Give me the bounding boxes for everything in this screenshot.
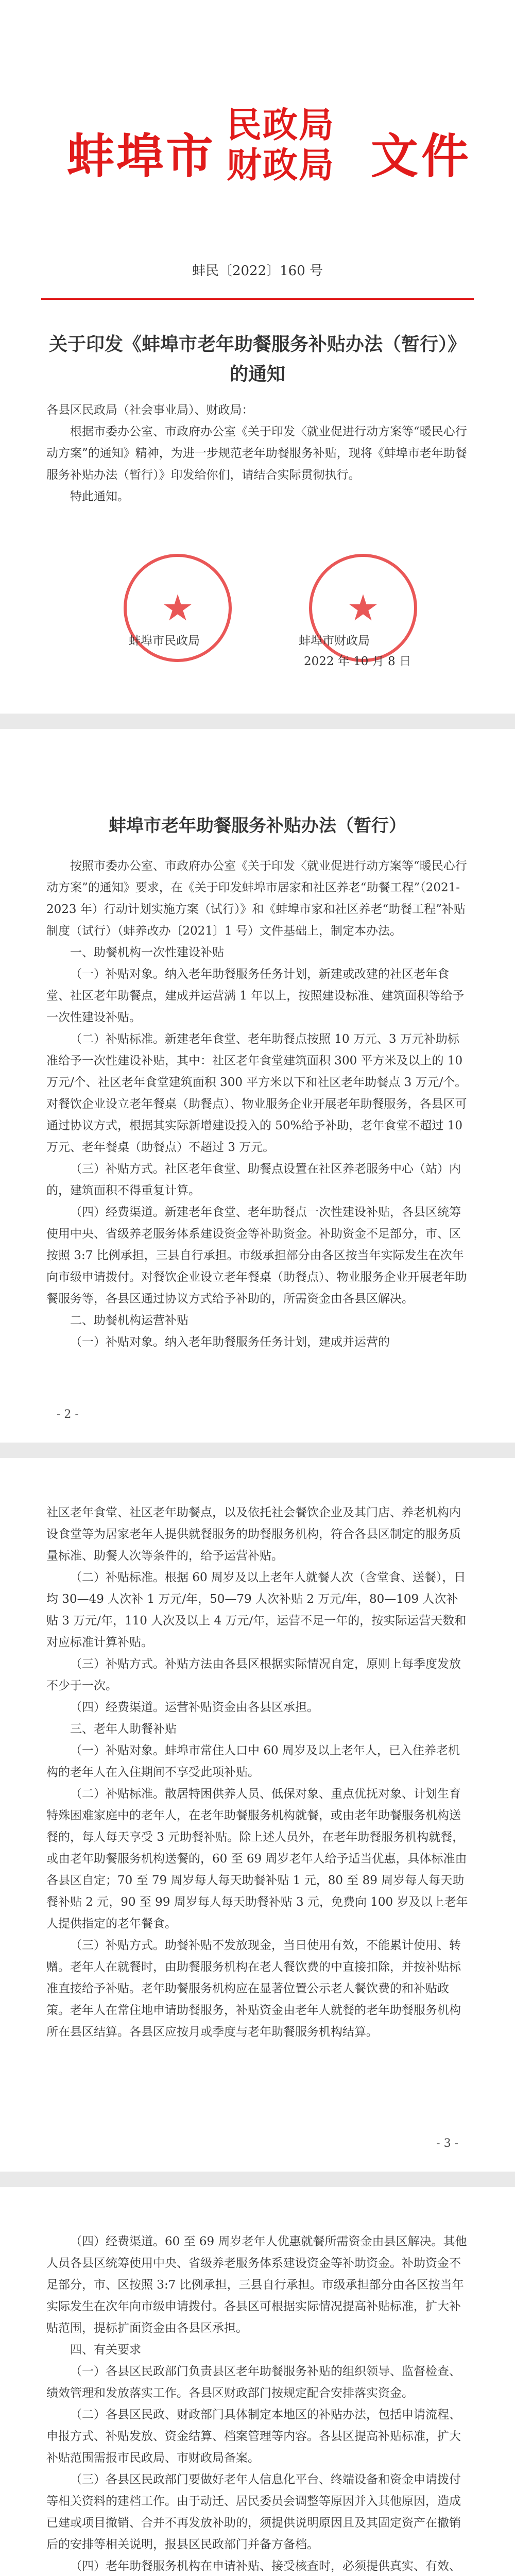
section-heading: 一、助餐机构一次性建设补贴 [70, 946, 224, 959]
measures-body-p3 [46, 1502, 469, 2043]
signer-civil-affairs: 蚌埠市民政局 [129, 634, 200, 648]
document-page-3 [0, 1458, 515, 2172]
measures-body-p2 [46, 855, 469, 1353]
paragraph: （二）补贴标准。根据 60 周岁及以上老年人就餐人次（含堂食、送餐），日均 30—49 人次补 1 万元/年，50—79 人次补贴 2 万元/年，80—109 人次补贴 3 万元/年，110 人次及以上 4 万元/年，运营不足一年的，按实际运营天数和对应标准计算补贴。 [46, 1571, 467, 1649]
document-page-2 [0, 729, 515, 1443]
notice-title [31, 330, 484, 389]
seal-icon: ★ [124, 554, 232, 662]
notice-title-line-2: 的通知 [229, 364, 285, 385]
notice-body [46, 399, 469, 507]
page-number: - 3 - [436, 2137, 458, 2150]
document-page-1 [0, 0, 515, 714]
header-org-1: 民政局 [227, 105, 335, 146]
seal-icon: ★ [309, 554, 417, 662]
paragraph: （四）经费渠道。运营补贴资金由各县区承担。 [70, 1701, 319, 1714]
red-divider [41, 298, 474, 300]
paragraph: （二）各县区民政、财政部门具体制定本地区的补贴办法，包括申请流程、申报方式、补贴发放、资金结算、档案管理等内容。各县区提高补贴标准，扩大补贴范围需报市民政局、市财政局备案。 [46, 2408, 461, 2465]
notice-paragraph: 根据市委办公室、市政府办公室《关于印发〈就业促进行动方案等“暖民心行动方案”的通知》精神，为进一步规范老年助餐服务补贴，现将《蚌埠市老年助餐服务补贴办法（暂行）》印发给你们，请结合实际贯彻执行。 [46, 425, 467, 482]
addressee: 各县区民政局（社会事业局）、财政局： [46, 403, 254, 417]
paragraph: （一）各县区民政部门负责县区老年助餐服务补贴的组织领导、监督检查、绩效管理和发放落实工作。各县区财政部门按规定配合安排落实资金。 [46, 2365, 461, 2400]
header-doc-word: 文件 [371, 129, 472, 184]
sign-date: 2022 年 10 月 8 日 [304, 655, 411, 668]
notice-closing: 特此通知。 [70, 490, 129, 503]
paragraph: 按照市委办公室、市政府办公室《关于印发〈就业促进行动方案等“暖民心行动方案”的通知》要求，在《关于印发蚌埠市居家和社区养老“助餐工程”（2021-2023 年）行动计划实施方案（试行）》和《蚌埠市家和社区养老“助餐工程”补贴制度（试行）（蚌养改办〔2021〕1 号）文件基础上，制定本办法。 [46, 859, 467, 938]
paragraph: （二）补贴标准。新建老年食堂、老年助餐点按照 10 万元、3 万元补助标准给予一次性建设补贴，其中：社区老年食堂建筑面积 300 平方米及以上的 10 万元/个、社区老年食堂建筑面积 300 平方米以下和社区老年助餐点 3 万元/个。对餐饮企业设立老年餐桌（助餐点）、物业服务企业开展老年助餐服务，各县区可通过协议方式，根据其实际新增建设投入的 50%给予补助，老年食堂不超过 10 万元、老年餐桌（助餐点）不超过 3 万元。 [46, 1032, 467, 1154]
notice-title-line-1: 关于印发《蚌埠市老年助餐服务补贴办法（暂行）》 [48, 334, 466, 355]
paragraph: （三）补贴方式。补贴方法由各县区根据实际情况自定，原则上每季度发放不少于一次。 [46, 1657, 461, 1692]
header-org-stack [227, 106, 335, 186]
paragraph: （四）经费渠道。60 至 69 周岁老年人优惠就餐所需资金由县区解决。其他人员各县区统筹使用中央、省级养老服务体系建设资金等补助资金。补助资金不足部分，市、区按照 3:7 比例承担，三县自行承担。市级承担部分由各区按当年实际发生在次年向市级申请拨付。各县区可根据实际情况提高补贴标准，扩大补贴范围，提标扩面资金由各县区承担。 [46, 2235, 467, 2335]
measures-body-p4 [46, 2231, 469, 2576]
red-header [0, 100, 515, 209]
header-city: 蚌埠市 [67, 129, 216, 184]
paragraph: （一）补贴对象。纳入老年助餐服务任务计划，新建或改建的社区老年食堂、社区老年助餐点，建成并运营满 1 年以上，按照建设标准、建筑面积等给予一次性建设补贴。 [46, 968, 465, 1024]
paragraph: （三）补贴方式。社区老年食堂、助餐点设置在社区养老服务中心（站）内的，建筑面积不得重复计算。 [46, 1162, 461, 1197]
document-number: 蚌民〔2022〕160 号 [192, 263, 323, 279]
document-page-4 [0, 2187, 515, 2576]
paragraph: 社区老年食堂、社区老年助餐点，以及依托社会餐饮企业及其门店、养老机构内设食堂等为居家老年人提供就餐服务的助餐服务机构，符合各县区制定的服务质量标准、助餐人次等条件的，给予运营补贴。 [46, 1506, 461, 1563]
section-heading: 三、老年人助餐补贴 [70, 1722, 177, 1736]
paragraph: （三）补贴方式。助餐补贴不发放现金，当日使用有效，不能累计使用、转赠。老年人在就餐时，由助餐服务机构在老人餐饮费的中直接扣除，并按补贴标准直接给予补贴。老年助餐服务机构应在显著位置公示老人餐饮费的和补贴政策。老年人在常住地申请助餐服务，补贴资金由老年人就餐的老年助餐服务机构所在县区结算。各县区应按月或季度与老年助餐服务机构结算。 [46, 1939, 461, 2039]
measures-title: 蚌埠市老年助餐服务补贴办法（暂行） [109, 816, 406, 836]
signature-area [0, 554, 515, 688]
paragraph: （二）补贴标准。散居特困供养人员、低保对象、重点优抚对象、计划生育特殊困难家庭中的老年人，在老年助餐服务机构就餐，或由老年助餐服务机构送餐的，每人每天享受 3 元助餐补贴。除上述人员外，在老年助餐服务机构就餐，或由老年助餐服务机构送餐的，60 至 69 周岁老年人给予适当优惠，具体标准由各县区自定；70 至 79 周岁每人每天助餐补贴 1 元，80 至 89 周岁每人每天助餐补贴 2 元，90 至 99 周岁每人每天助餐补贴 3 元，免费向 100 岁及以上老年人提供指定的老年餐食。 [46, 1787, 468, 1930]
section-heading: 二、助餐机构运营补贴 [70, 1314, 188, 1327]
signer-finance: 蚌埠市财政局 [299, 634, 370, 648]
header-org-2: 财政局 [227, 145, 335, 186]
section-heading: 四、有关要求 [70, 2343, 141, 2357]
page-number: - 2 - [57, 1408, 79, 1421]
paragraph: （三）各县区民政部门要做好老年人信息化平台、终端设备和资金申请拨付等相关资料的建档工作。由于动迁、居民委员会调整等原因并入其他原因，造成已建或项目撤销、合并不再发放补助的，须提供说明原因且及其固定资产在撤销后的安排等相关说明，报县区民政部门并备方备档。 [46, 2473, 461, 2551]
paragraph: （四）老年助餐服务机构在申请补贴、接受核查时，必须提供真实、有效、 [70, 2560, 461, 2573]
paragraph: （一）补贴对象。蚌埠市常住人口中 60 周岁及以上老年人，已入住养老机构的老年人在入住期间不享受此项补贴。 [46, 1744, 460, 1779]
paragraph: （一）补贴对象。纳入老年助餐服务任务计划，建成并运营的 [70, 1335, 390, 1349]
paragraph: （四）经费渠道。新建老年食堂、老年助餐点一次性建设补贴，各县区统筹使用中央、省级养老服务体系建设资金等补助资金。补助资金不足部分，市、区按照 3:7 比例承担，三县自行承担。市级承担部分由各区按当年实际发生在次年向市级申请拨付。对餐饮企业设立老年餐桌（助餐点）、物业服务企业开展老年助餐服务等，各县区通过协议方式给予补助的，所需资金由各县区解决。 [46, 1206, 467, 1306]
